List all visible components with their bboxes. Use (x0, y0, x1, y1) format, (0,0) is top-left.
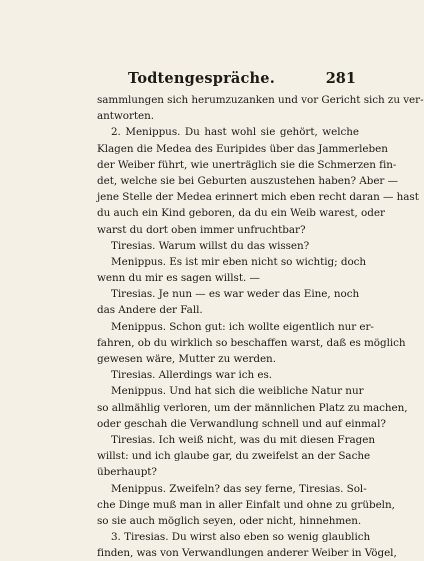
text-line: du auch ein Kind geboren, da du ein Weib warest, oder (97, 207, 385, 220)
text-line: finden, was von Verwandlungen anderer Weiber in Vögel, (97, 547, 397, 560)
text-line: Menippus. Und hat sich die weibliche Natur nur (111, 385, 364, 398)
text-line: so sie auch möglich seyen, oder nicht, hinnehmen. (97, 514, 362, 527)
text-line: wenn du mir es sagen willst. — (97, 272, 260, 285)
running-head: Todtengespräche. (128, 70, 275, 87)
text-line: Tiresias. Warum willst du das wissen? (111, 239, 310, 252)
text-line: fahren, ob du wirklich so beschaffen warst, daß es möglich (97, 336, 406, 349)
text-line: willst: und ich glaube gar, du zweifelst an der Sache (97, 450, 371, 463)
page-header (128, 70, 356, 92)
text-line: überhaupt? (97, 466, 157, 479)
text-line: Menippus. Zweifeln? das sey ferne, Tiresias. Sol- (111, 482, 367, 495)
text-line: der Weiber führt, wie unerträglich sie die Schmerzen fin- (97, 158, 397, 171)
text-line: 3. Tiresias. Du wirst also eben so wenig glaublich (111, 531, 371, 544)
text-line: gewesen wäre, Mutter zu werden. (97, 353, 276, 365)
text-line: warst du dort oben immer unfruchtbar? (97, 223, 306, 236)
text-line: jene Stelle der Medea erinnert mich eben recht daran — hast (97, 191, 419, 204)
text-line: sammlungen sich herumzuzanken und vor Gericht sich zu ver- (97, 94, 424, 106)
text-line: antworten. (97, 110, 154, 123)
text-line: oder geschah die Verwandlung schnell und auf einmal? (97, 417, 386, 430)
text-line: Klagen die Medea des Euripides über das Jammerleben (97, 142, 388, 155)
text-line: so allmählig verloren, um der männlichen Platz zu machen, (97, 401, 408, 414)
text-line: das Andere der Fall. (97, 304, 203, 317)
text-line: Menippus. Schon gut: ich wollte eigentlich nur er- (111, 320, 374, 333)
text-line: det, welche sie bei Geburten auszustehen haben? Aber — (97, 174, 398, 187)
body-text (97, 92, 424, 561)
text-line: 2. Menippus. Du hast wohl sie gehört, welche (111, 126, 359, 139)
page-number: 281 (325, 70, 356, 87)
text-line: Menippus. Es ist mir eben nicht so wichtig; doch (111, 255, 367, 268)
text-line: che Dinge muß man in aller Einfalt und ohne zu grübeln, (97, 498, 395, 511)
text-line: Tiresias. Ich weiß nicht, was du mit diesen Fragen (111, 433, 375, 446)
text-line: Tiresias. Allerdings war ich es. (111, 369, 273, 382)
text-line: Tiresias. Je nun — es war weder das Eine, noch (111, 288, 360, 301)
